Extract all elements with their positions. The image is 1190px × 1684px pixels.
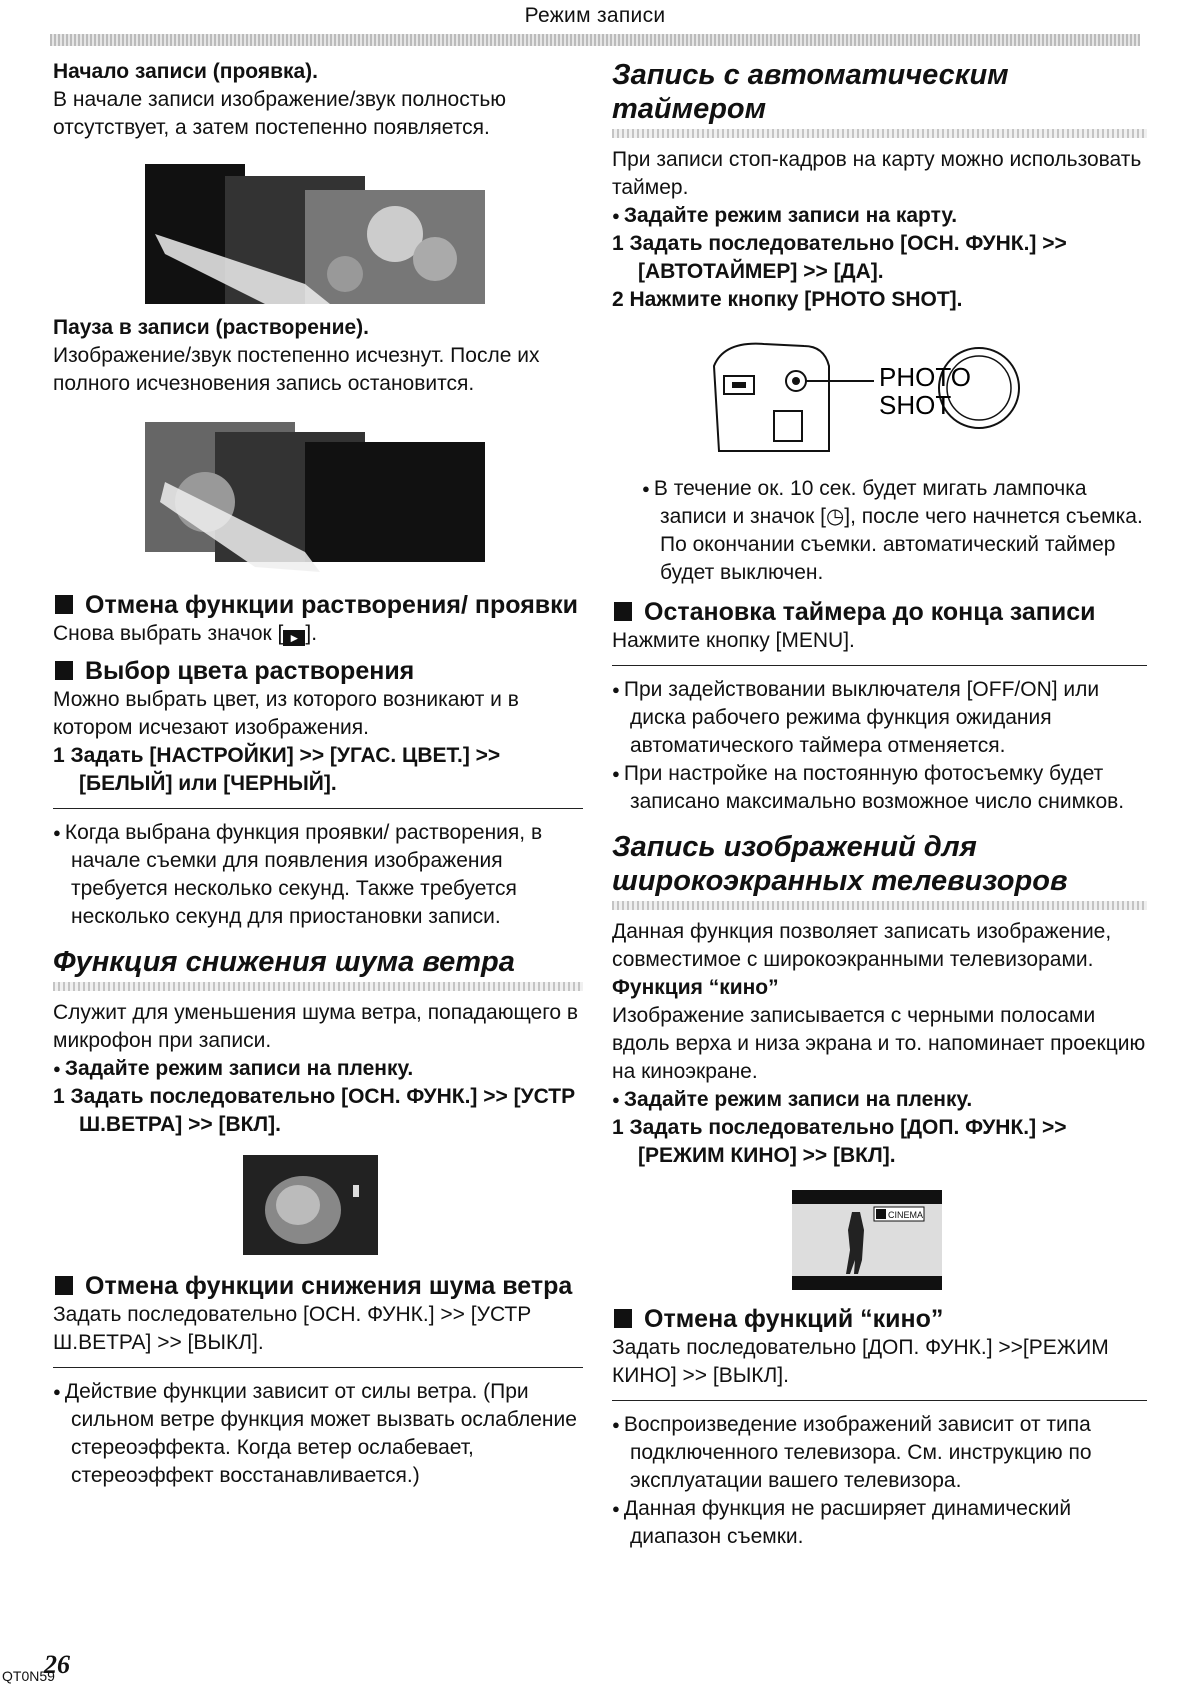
cinema-title: Функция “кино”	[612, 976, 779, 999]
fade-out-text: Изображение/звук постепенно исчезнут. После их полного исчезновения запись остановится.	[53, 344, 540, 395]
stop-timer-text: Нажмите кнопку [MENU].	[612, 629, 855, 652]
timer-note-start: В течение ок. 10 сек. будет мигать лампочка записи и значок [	[653, 477, 1087, 528]
header-rule	[50, 34, 1140, 46]
photo-shot-label-1: PHOTO	[879, 362, 971, 392]
page-number: 26	[44, 1650, 70, 1679]
fade-in-text: В начале записи изображение/звук полностью отсутствует, а затем постепенно появляется.	[53, 88, 507, 139]
fade-color-step: 1 Задать [НАСТРОЙКИ] >> [УГАС. ЦВЕТ.] >> [БЕЛЫЙ] или [ЧЕРНЫЙ].	[53, 744, 501, 795]
fade-note: ● Когда выбрана функция проявки/ растворения, в начале съемки для появления изображения требуется несколько секунд. Также требуется несколько секунд для приостановки записи.	[53, 819, 583, 931]
cinema-cancel-heading: Отмена функций “кино”	[612, 1304, 1147, 1334]
stop-timer-heading: Остановка таймера до конца записи	[612, 597, 1147, 627]
fade-in-illustration	[145, 164, 485, 304]
cinema-badge: CINEMA	[888, 1210, 924, 1220]
cancel-fade-text-start: Снова выбрать значок [	[53, 622, 284, 645]
fade-icon: ►	[283, 630, 305, 646]
timer-note-end: ], после чего начнется съемка. По окончании съемки. автоматический таймер будет выключен.	[660, 505, 1143, 584]
timer-step-1: 1 Задать последовательно [ОСН. ФУНК.] >> [АВТОТАЙМЕР] >> [ДА].	[612, 232, 1067, 283]
cinema-cancel-text: Задать последовательно [ДОП. ФУНК.] >>[РЕЖИМ КИНО] >> [ВЫКЛ].	[612, 1336, 1109, 1387]
timer-text: При записи стоп-кадров на карту можно использовать таймер.	[612, 148, 1142, 199]
wind-illustration	[243, 1155, 378, 1255]
cinema-note-2: ● Данная функция не расширяет динамический диапазон съемки.	[612, 1495, 1147, 1551]
timer-bullet: ● Задайте режим записи на карту.	[612, 202, 1147, 230]
timer-step-2: 2 Нажмите кнопку [PHOTO SHOT].	[612, 288, 963, 311]
left-column	[53, 58, 583, 1490]
timer-note-2: ● При задействовании выключателя [OFF/ON] или диска рабочего режима функция ожидания автоматического таймера отменяется.	[612, 676, 1147, 760]
wind-step: 1 Задать последовательно [ОСН. ФУНК.] >> [УСТР Ш.ВЕТРА] >> [ВКЛ].	[53, 1085, 576, 1136]
wind-bullet: ● Задайте режим записи на пленку.	[53, 1055, 583, 1083]
document-code: QT0N59	[2, 1668, 55, 1684]
camera-illustration	[704, 336, 1034, 461]
cinema-illustration	[792, 1190, 942, 1290]
cancel-fade-heading: Отмена функции растворения/ проявки	[53, 590, 583, 620]
wind-cancel-heading: Отмена функции снижения шума ветра	[53, 1271, 583, 1301]
section-rule	[612, 129, 1147, 138]
timer-note-3: ● При настройке на постоянную фотосъемку будет записано максимально возможное число снимков.	[612, 760, 1147, 816]
cinema-note-1: ● Воспроизведение изображений зависит от типа подключенного телевизора. См. инструкцию по эксплуатации вашего телевизора.	[612, 1411, 1147, 1495]
cancel-fade-text	[53, 620, 583, 648]
self-timer-icon: ◷	[825, 505, 845, 528]
timer-heading: Запись с автоматическим таймером	[612, 59, 1009, 125]
wide-heading: Запись изображений для широкоэкранных телевизоров	[612, 831, 1068, 897]
section-rule	[612, 901, 1147, 910]
page-header: Режим записи	[524, 4, 666, 27]
cinema-text: Изображение записывается с черными полосами вдоль верха и низа экрана и то. напоминает проекцию на киноэкране.	[612, 1004, 1146, 1083]
fade-out-title: Пауза в записи (растворение).	[53, 316, 369, 339]
cinema-bullet: ● Задайте режим записи на пленку.	[612, 1086, 1147, 1114]
cancel-fade-text-end: ].	[305, 622, 318, 645]
wide-text: Данная функция позволяет записать изображение, совместимое с широкоэкранными телевизорами.	[612, 920, 1112, 971]
fade-color-heading: Выбор цвета растворения	[53, 656, 583, 686]
divider	[53, 808, 583, 809]
right-column	[612, 58, 1147, 1551]
divider	[612, 665, 1147, 666]
divider	[53, 1367, 583, 1368]
wind-heading: Функция снижения шума ветра	[53, 946, 515, 978]
wind-text: Служит для уменьшения шума ветра, попадающего в микрофон при записи.	[53, 1001, 579, 1052]
fade-out-illustration	[145, 422, 485, 572]
fade-color-text: Можно выбрать цвет, из которого возникают и в котором исчезают изображения.	[53, 688, 519, 739]
section-rule	[53, 982, 583, 991]
wind-note: ● Действие функции зависит от силы ветра. (При сильном ветре функция может вызвать ослабление стереоэффекта. Когда ветер ослабевает, стереоэффект восстанавливается.)	[53, 1378, 583, 1490]
wind-cancel-text: Задать последовательно [ОСН. ФУНК.] >> [УСТР Ш.ВЕТРА] >> [ВЫКЛ].	[53, 1303, 532, 1354]
fade-in-title: Начало записи (проявка).	[53, 60, 319, 83]
timer-note	[642, 475, 1147, 587]
divider	[612, 1400, 1147, 1401]
photo-shot-label-2: SHOT	[879, 390, 952, 420]
cinema-step: 1 Задать последовательно [ДОП. ФУНК.] >>[РЕЖИМ КИНО] >> [ВКЛ].	[612, 1116, 1067, 1167]
